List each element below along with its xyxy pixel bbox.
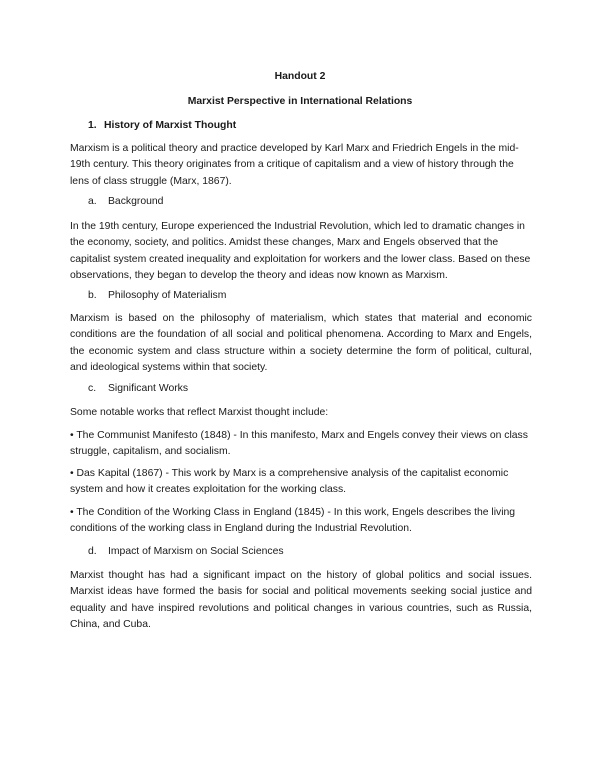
intro-paragraph: Marxism is a political theory and practice developed by Karl Marx and Friedrich Engels in the mid-19th century. This theory originates from a critique of capitalism and a view of history through the lens of class struggle (Marx, 1867). [70, 143, 519, 187]
section-title: History of Marxist Thought [104, 120, 237, 131]
subheading-works [88, 381, 188, 397]
subheading-title: Philosophy of Materialism [108, 290, 227, 301]
section-heading [88, 118, 236, 134]
list-item: • Das Kapital (1867) - This work by Marx is a comprehensive analysis of the capitalist economic system and how it creates exploitation for the working class. [70, 468, 509, 496]
impact-paragraph: Marxist thought has had a significant impact on the history of global politics and social issues. Marxist ideas have formed the basis for social and political movements seeking social justice and equality and have inspired revolutions and political changes in various countries, such as Russia, China, and Cuba. [70, 570, 532, 631]
section-number: 1. [88, 120, 97, 131]
document-title: Marxist Perspective in International Relations [187, 96, 413, 107]
list-item: • The Condition of the Working Class in England (1845) - In this work, Engels describes the living conditions of the working class in England during the Industrial Revolution. [70, 507, 516, 535]
subheading-impact [88, 544, 284, 560]
subheading-letter: b. [88, 290, 97, 301]
handout-label: Handout 2 [274, 71, 326, 82]
subheading-letter: a. [88, 196, 97, 207]
subheading-title: Impact of Marxism on Social Sciences [108, 546, 284, 557]
background-paragraph: In the 19th century, Europe experienced the Industrial Revolution, which led to dramatic changes in the economy, society, and politics. Amidst these changes, Marx and Engels observed that the capitalist system created inequality and exploitation for workers and the lower class. Based on these observations, they began to develop the theory and ideas now known as Marxism. [70, 221, 531, 282]
works-intro-paragraph: Some notable works that reflect Marxist thought include: [70, 407, 329, 418]
list-item: • The Communist Manifesto (1848) - In this manifesto, Marx and Engels convey their views on class struggle, capitalism, and socialism. [70, 430, 528, 458]
subheading-materialism [88, 288, 226, 304]
subheading-title: Background [108, 196, 164, 207]
subheading-letter: d. [88, 546, 97, 557]
subheading-background [88, 194, 163, 210]
materialism-paragraph: Marxism is based on the philosophy of materialism, which states that material and economic conditions are the foundation of all social and political phenomena. According to Marx and Engels, the economic system and class structure within a society determine the form of political, cultural, and ideological systems within that society. [70, 313, 532, 374]
subheading-letter: c. [88, 383, 97, 394]
subheading-title: Significant Works [108, 383, 189, 394]
